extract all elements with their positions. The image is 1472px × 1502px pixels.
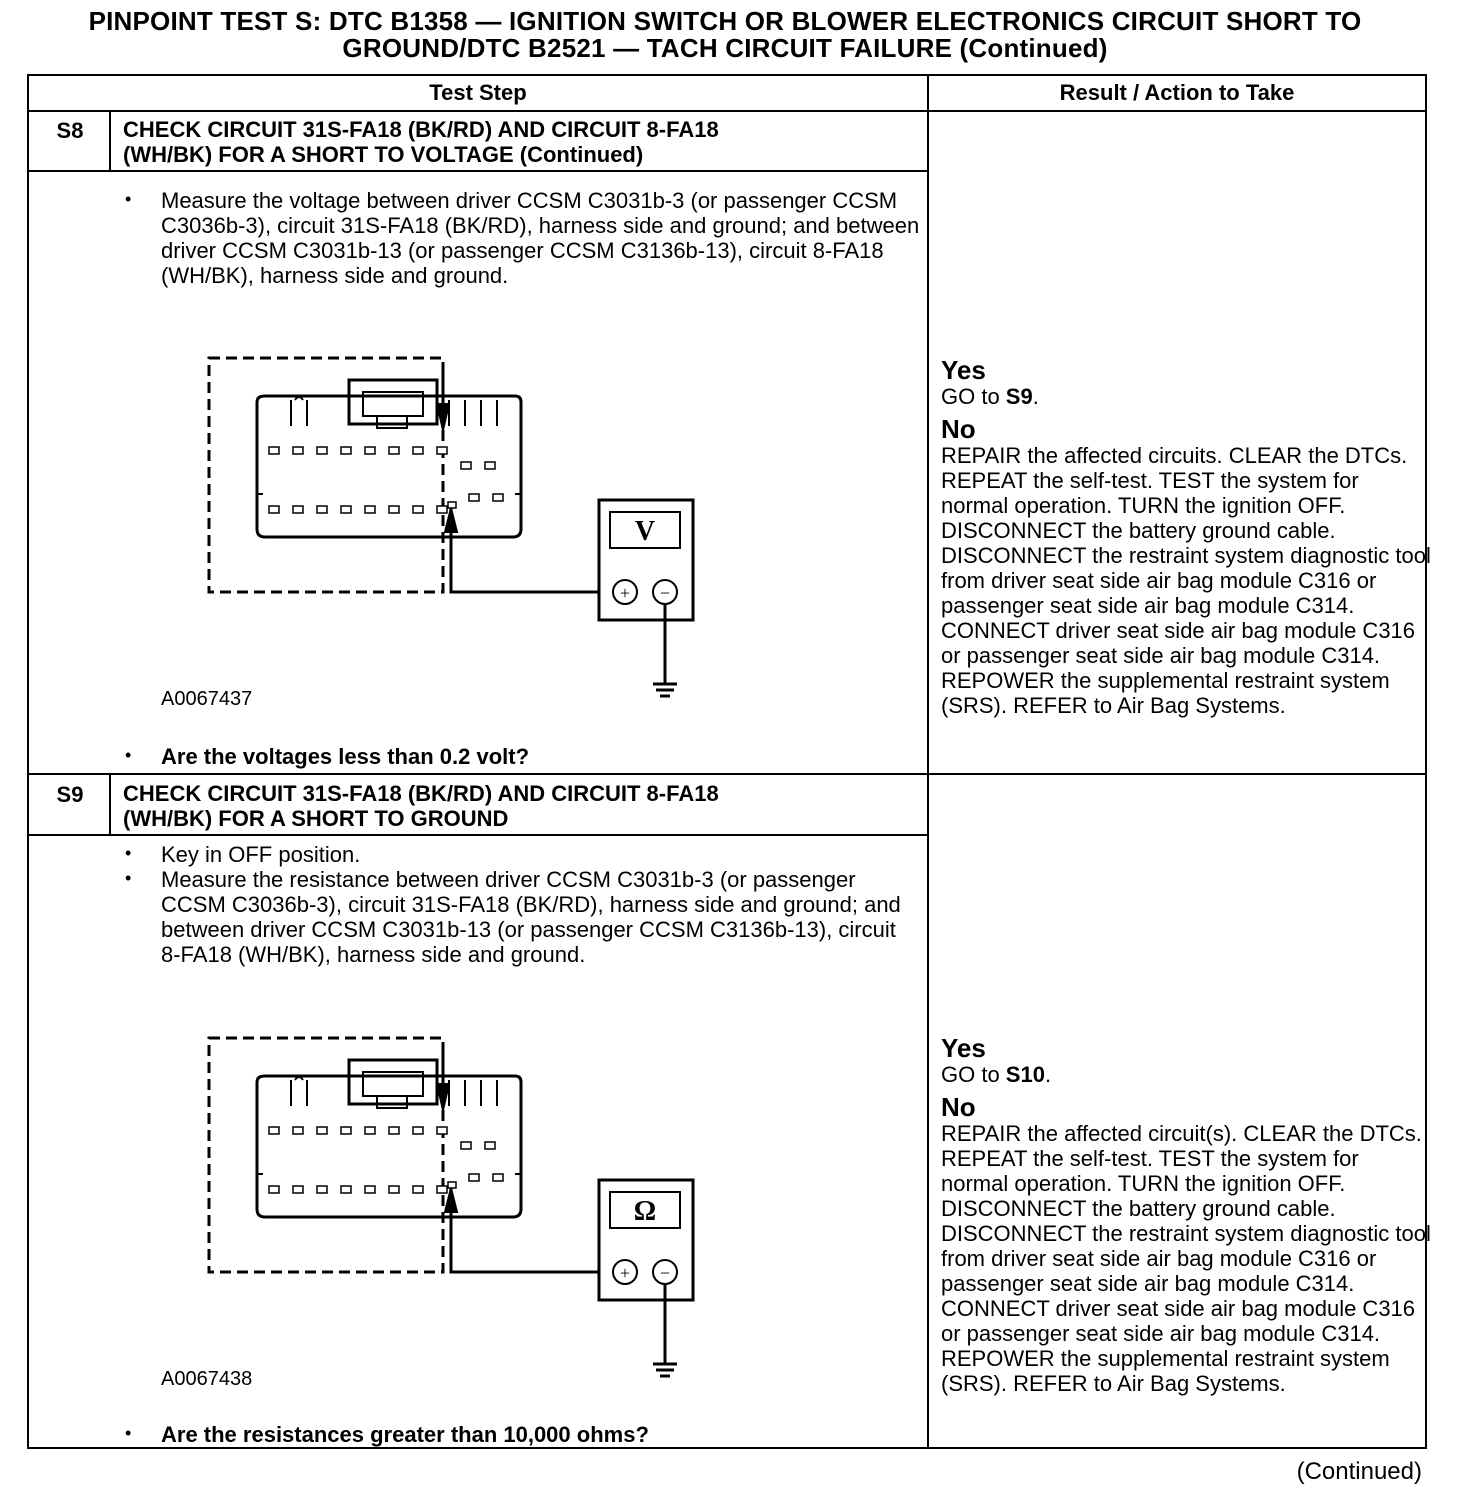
s9-question: • Are the resistances greater than 10,000 ohms? [121,1422,981,1447]
header-test-step: Test Step [429,80,527,105]
svg-text:+: + [619,1263,631,1283]
title-line-2: GROUND/DTC B2521 — TACH CIRCUIT FAILURE (Continued) [342,33,1108,63]
s8-bullet-1: • Measure the voltage between driver CCSM C3031b-3 (or passenger CCSM C3036b-3), circuit 31S-FA18 (BK/RD), harness side and ground; and between driver CCSM C3031b-13 (or passenger CCSM C3136b-13), circuit 8-FA18 (WH/BK), harness side and ground. [121,188,921,288]
s9-figure-id: A0067438 [161,1368,253,1390]
s9-result [941,1034,1431,1396]
test-lead [451,506,599,592]
ground-symbol [653,1284,677,1376]
s8-yes-label: Yes [941,355,986,385]
probe-arrow-top [437,1084,449,1110]
svg-text:+: + [619,583,631,603]
s9-bullet-1: • Key in OFF position. [121,842,921,867]
harness-side-outline [209,1038,443,1272]
s8-question: • Are the voltages less than 0.2 volt? [121,744,981,769]
meter-symbol: Ω [633,1196,657,1227]
svg-text:−: − [659,583,671,603]
page-title [20,8,1430,62]
step-title-s8-line2: (WH/BK) FOR A SHORT TO VOLTAGE (Continued) [123,142,644,167]
step-id-s9: S9 [56,782,84,807]
continued-footer: (Continued) [1296,1458,1422,1485]
s8-s9-rule [29,773,1425,775]
s9-no-label: No [941,1092,976,1122]
s8-result [941,356,1431,718]
harness-side-outline [209,358,443,592]
s8-no-label: No [941,414,976,444]
pinpoint-test-table [27,74,1431,1449]
s9-yes-suffix: . [1044,1062,1052,1087]
step-title-s8 [123,117,903,167]
s8-yes-prefix: GO to [941,384,1006,409]
connector-pins [269,1127,503,1193]
step-title-s9-line1: CHECK CIRCUIT 31S-FA18 (BK/RD) AND CIRCUIT 8-FA18 [123,781,719,806]
s9-connector-ohmmeter-diagram [199,1034,699,1379]
s9-yes-prefix: GO to [941,1062,1006,1087]
s8-no-action: REPAIR the affected circuits. CLEAR the DTCs. REPEAT the self-test. TEST the system for normal operation. TURN the ignition OFF. DISCONNECT the battery ground cable. DISCONNECT the restraint system diagnostic tool from driver seat side air bag module C316 or passenger seat side air bag module C314. CONNECT driver seat side air bag module C316 or passenger seat side air bag module C314. REPOWER the supplemental restraint system (SRS). REFER to Air Bag Systems. [941,443,1431,718]
s9-yes-label: Yes [941,1033,986,1063]
meter-symbol: V [634,516,656,547]
s8-figure-id: A0067437 [161,688,253,710]
s9-yes-target: S10 [1005,1062,1045,1087]
s9-instructions [121,842,921,967]
s8-instructions [121,188,921,288]
s8-yes-action [941,384,1431,409]
header-rule [29,110,1425,112]
header-result: Result / Action to Take [1059,80,1295,105]
test-lead [451,1186,599,1272]
step-title-s8-line1: CHECK CIRCUIT 31S-FA18 (BK/RD) AND CIRCUIT 8-FA18 [123,117,719,142]
svg-text:−: − [659,1263,671,1283]
s9-yes-action [941,1062,1431,1087]
step-title-s9 [123,781,903,831]
step-title-s9-line2: (WH/BK) FOR A SHORT TO GROUND [123,806,509,831]
step-id-s8: S8 [56,118,84,143]
s9-title-rule [29,834,927,836]
s8-yes-target: S9 [1005,384,1033,409]
s9-bullet-2: • Measure the resistance between driver CCSM C3031b-3 (or passenger CCSM C3036b-3), circuit 31S-FA18 (BK/RD), harness side and ground; and between driver CCSM C3031b-13 (or passenger CCSM C3136b-13), circuit 8-FA18 (WH/BK), harness side and ground. [121,867,921,967]
ground-symbol [653,604,677,696]
s8-connector-voltmeter-diagram [199,354,699,699]
title-line-1: PINPOINT TEST S: DTC B1358 — IGNITION SWITCH OR BLOWER ELECTRONICS CIRCUIT SHORT TO [88,6,1362,36]
probe-arrow-top [437,404,449,430]
s8-yes-suffix: . [1032,384,1039,409]
connector-pins [269,447,503,513]
s8-title-rule [29,170,927,172]
s9-no-action: REPAIR the affected circuit(s). CLEAR the DTCs. REPEAT the self-test. TEST the system for normal operation. TURN the ignition OFF. DISCONNECT the battery ground cable. DISCONNECT the restraint system diagnostic tool from driver seat side air bag module C316 or passenger seat side air bag module C314. CONNECT driver seat side air bag module C316 or passenger seat side air bag module C314. REPOWER the supplemental restraint system (SRS). REFER to Air Bag Systems. [941,1121,1431,1396]
